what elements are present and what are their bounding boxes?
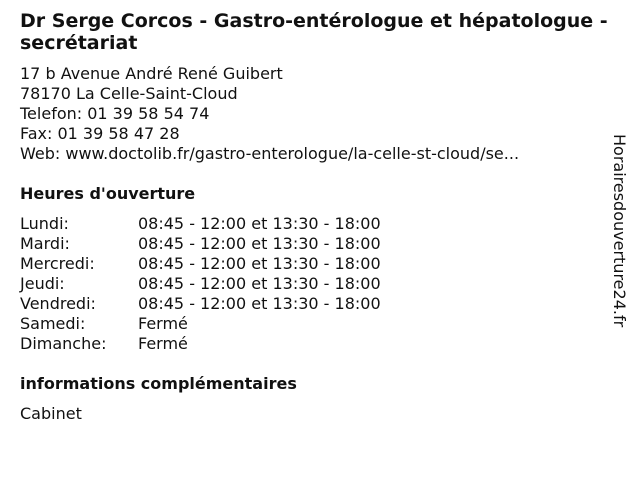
hours-value: 08:45 - 12:00 et 13:30 - 18:00 xyxy=(138,234,381,253)
fax-number: Fax: 01 39 58 47 28 xyxy=(20,124,180,143)
hours-value: 08:45 - 12:00 et 13:30 - 18:00 xyxy=(138,274,381,293)
website-link[interactable]: Web: www.doctolib.fr/gastro-enterologue/la-celle-st-cloud/se... xyxy=(20,144,520,163)
address-line-2: 78170 La Celle-Saint-Cloud xyxy=(20,84,238,103)
hours-row-saturday xyxy=(20,314,381,334)
day-label: Vendredi: xyxy=(20,294,96,313)
day-label: Mardi: xyxy=(20,234,70,253)
day-label: Lundi: xyxy=(20,214,69,233)
hours-value: 08:45 - 12:00 et 13:30 - 18:00 xyxy=(138,294,381,313)
day-label: Dimanche: xyxy=(20,334,107,353)
hours-value: Fermé xyxy=(138,334,188,353)
day-label: Mercredi: xyxy=(20,254,95,273)
day-label: Jeudi: xyxy=(20,274,65,293)
hours-row-tuesday xyxy=(20,234,381,254)
hours-row-friday xyxy=(20,294,381,314)
page-title: Dr Serge Corcos - Gastro-entérologue et hépatologue - secrétariat xyxy=(20,10,608,54)
contact-info xyxy=(20,64,519,164)
hours-value: Fermé xyxy=(138,314,188,333)
hours-row-wednesday xyxy=(20,254,381,274)
hours-value: 08:45 - 12:00 et 13:30 - 18:00 xyxy=(138,254,381,273)
address-line-1: 17 b Avenue André René Guibert xyxy=(20,64,283,83)
hours-row-monday xyxy=(20,214,381,234)
day-label: Samedi: xyxy=(20,314,86,333)
hours-value: 08:45 - 12:00 et 13:30 - 18:00 xyxy=(138,214,381,233)
hours-row-thursday xyxy=(20,274,381,294)
hours-row-sunday xyxy=(20,334,381,354)
additional-info-heading: informations complémentaires xyxy=(20,374,297,393)
opening-hours-table xyxy=(20,214,381,354)
phone-number: Telefon: 01 39 58 54 74 xyxy=(20,104,210,123)
site-watermark: Horairesdouverture24.fr xyxy=(610,134,629,328)
opening-hours-heading: Heures d'ouverture xyxy=(20,184,196,203)
additional-info-text: Cabinet xyxy=(20,404,82,423)
